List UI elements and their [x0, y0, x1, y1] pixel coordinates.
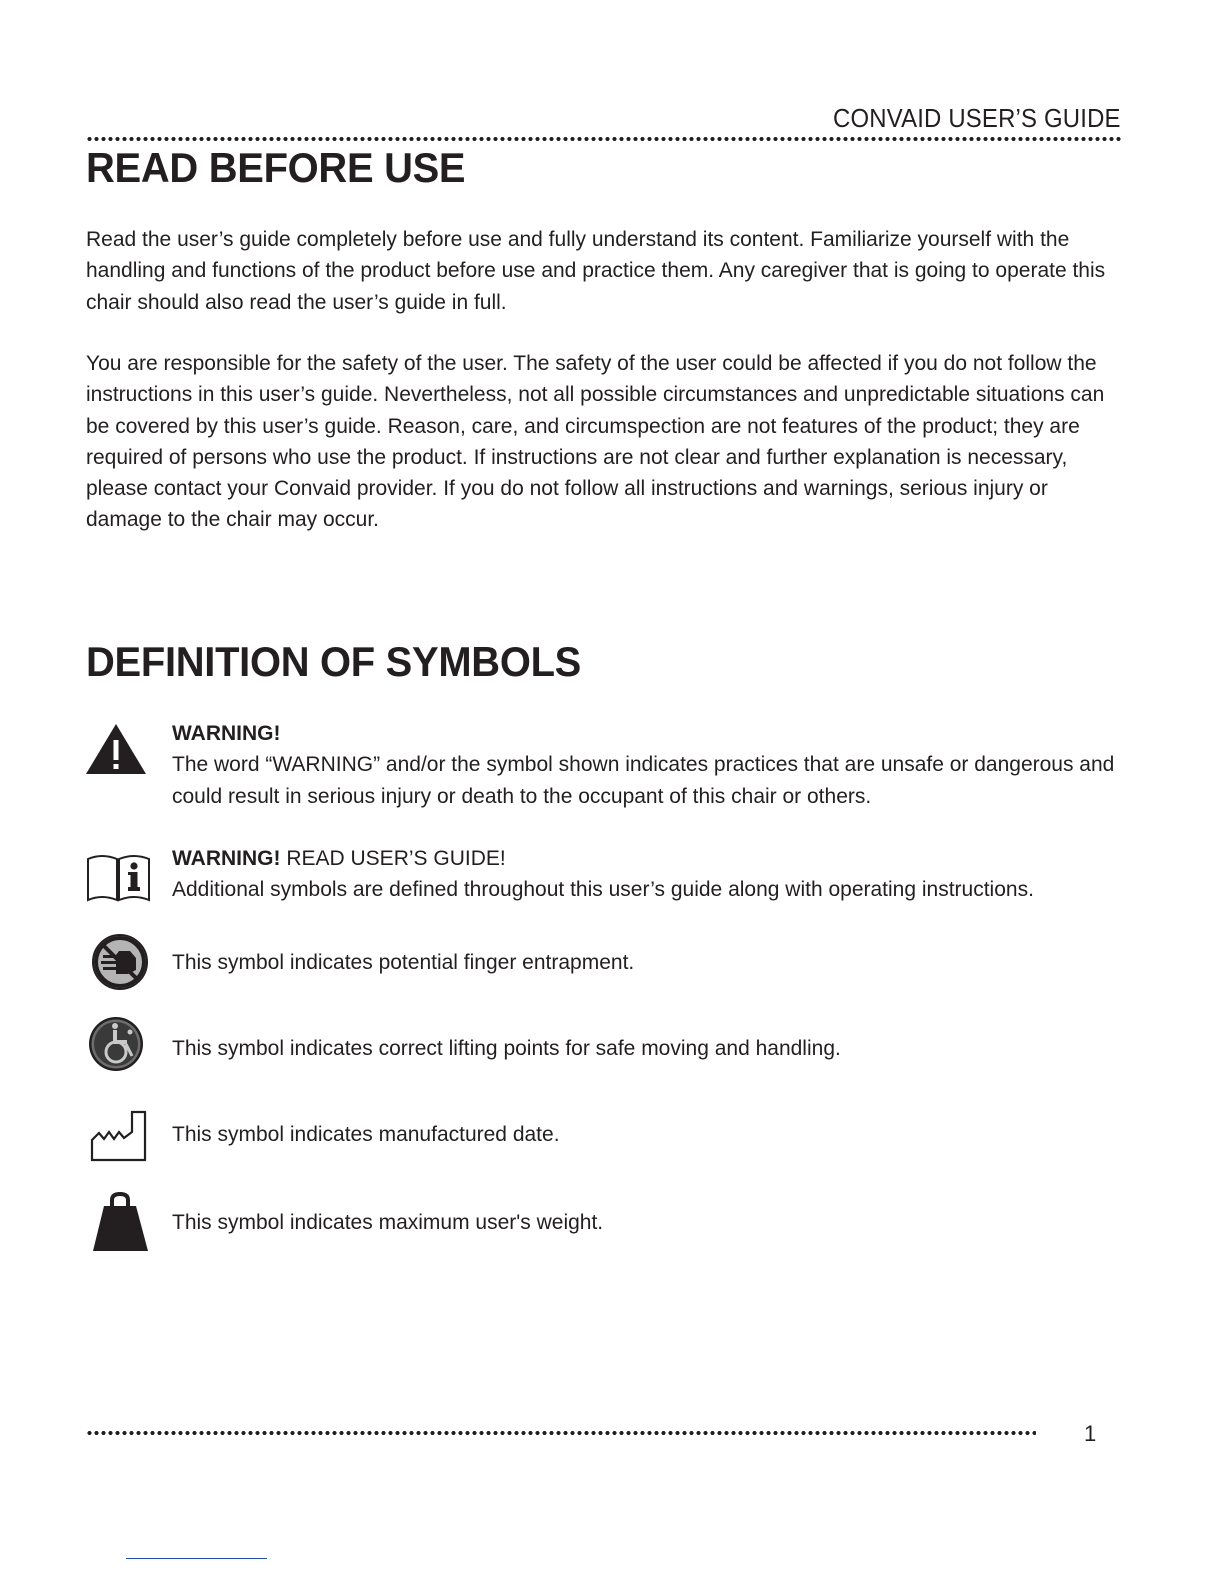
manufacturer-date-icon	[86, 1104, 150, 1168]
read-before-use-heading: READ BEFORE USE	[86, 144, 466, 191]
maximum-weight-text: This symbol indicates maximum user's weight.	[172, 1211, 604, 1234]
symbol-row-warning	[86, 718, 1126, 808]
warning-text: The word “WARNING” and/or the symbol shown indicates practices that are unsafe or dangerous and could result in serious injury or death to the occupant of this chair or others.	[172, 753, 1115, 808]
page-number: 1	[1084, 1421, 1097, 1446]
running-header-title: CONVAID USER’S GUIDE	[833, 103, 1121, 133]
header-dotted-rule	[86, 136, 1122, 142]
read-guide-label-suffix: READ USER’S GUIDE!	[280, 847, 506, 870]
read-before-use-paragraph-2: You are responsible for the safety of the user. The safety of the user could be affected if you do not follow the instructions in this user’s guide. Nevertheless, not all possible circumstances and unpredictable situations can be covered by this user’s guide. Reason, care, and circumspection are not features of the product; they are required of persons who use the product. If instructions are not clear and further explanation is necessary, please contact your Convaid provider. If you do not follow all instructions and warnings, serious injury or damage to the chair may occur.	[86, 352, 1105, 532]
definition-of-symbols-heading: DEFINITION OF SYMBOLS	[86, 638, 581, 685]
symbol-row-lifting-points	[86, 1016, 1126, 1086]
finger-entrapment-icon	[86, 930, 150, 994]
weight-icon	[86, 1190, 150, 1254]
manufactured-date-text: This symbol indicates manufactured date.	[172, 1123, 560, 1146]
lifting-points-text: This symbol indicates correct lifting points for safe moving and handling.	[172, 1037, 841, 1060]
footer-dotted-rule	[86, 1430, 1036, 1436]
warning-label: WARNING!	[172, 722, 281, 745]
warning-triangle-icon	[86, 718, 150, 782]
open-book-info-icon	[86, 849, 150, 913]
warning-definition	[172, 718, 1132, 812]
symbol-row-finger-entrapment	[86, 930, 1126, 1000]
finger-entrapment-text: This symbol indicates potential finger entrapment.	[172, 951, 635, 974]
read-guide-definition	[172, 843, 1132, 906]
lifting-points-icon	[86, 1016, 150, 1080]
read-guide-warning-label: WARNING!	[172, 847, 281, 870]
read-before-use-paragraph-1: Read the user’s guide completely before use and fully understand its content. Familiarize yourself with the handling and functions of the product before use and practice them. Any caregiver that is going to operate this chair should also read the user’s guide in full.	[86, 228, 1106, 314]
read-guide-text: Additional symbols are defined throughout this user’s guide along with operating instructions.	[172, 878, 1034, 902]
symbol-row-read-guide	[86, 843, 1126, 913]
symbol-row-manufactured-date	[86, 1104, 1126, 1174]
symbol-row-maximum-weight	[86, 1190, 1126, 1260]
footer-link-underline	[126, 1558, 267, 1559]
